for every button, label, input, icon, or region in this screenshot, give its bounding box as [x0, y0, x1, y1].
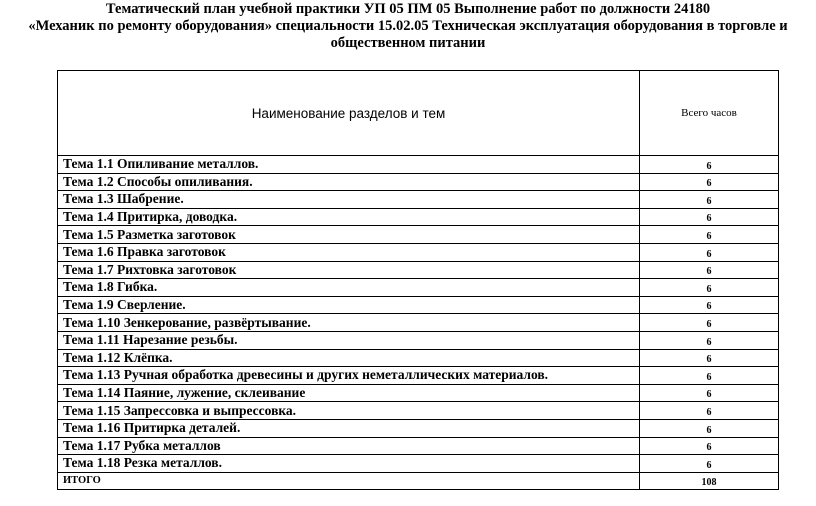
table-row [58, 314, 779, 332]
topic-name: Тема 1.15 Запрессовка и выпрессовка. [58, 402, 640, 420]
table-row [58, 173, 779, 191]
topic-name: Тема 1.8 Гибка. [58, 279, 640, 297]
topic-name: Тема 1.18 Резка металлов. [58, 455, 640, 473]
topic-name: Тема 1.7 Рихтовка заготовок [58, 261, 640, 279]
topic-hours: 6 [640, 208, 779, 226]
topic-hours: 6 [640, 226, 779, 244]
table-row [58, 349, 779, 367]
table-row [58, 419, 779, 437]
topic-name: Тема 1.2 Способы опиливания. [58, 173, 640, 191]
total-hours: 108 [640, 472, 779, 489]
topic-hours: 6 [640, 419, 779, 437]
topic-hours: 6 [640, 331, 779, 349]
table-row [58, 384, 779, 402]
table-row [58, 455, 779, 473]
title-line-1: Тематический план учебной практики УП 05 ПМ 05 Выполнение работ по должности 24180 [105, 1, 711, 17]
topic-name: Тема 1.6 Правка заготовок [58, 243, 640, 261]
table-row [58, 226, 779, 244]
thematic-plan-table [57, 70, 779, 490]
table-header-row [58, 71, 779, 156]
table-row [58, 367, 779, 385]
topic-name: Тема 1.14 Паяние, лужение, склеивание [58, 384, 640, 402]
topic-name: Тема 1.11 Нарезание резьбы. [58, 331, 640, 349]
table-body [58, 71, 779, 490]
topic-name: Тема 1.17 Рубка металлов [58, 437, 640, 455]
topic-hours: 6 [640, 191, 779, 209]
topic-hours: 6 [640, 279, 779, 297]
topic-name: Тема 1.13 Ручная обработка древесины и других неметаллических материалов. [58, 367, 640, 385]
topic-name: Тема 1.16 Притирка деталей. [58, 419, 640, 437]
topic-hours: 6 [640, 384, 779, 402]
table-row [58, 437, 779, 455]
topic-name: Тема 1.3 Шабрение. [58, 191, 640, 209]
table-row [58, 191, 779, 209]
topic-hours: 6 [640, 455, 779, 473]
header-total-hours: Всего часов [640, 71, 779, 156]
topic-name: Тема 1.4 Притирка, доводка. [58, 208, 640, 226]
topic-hours: 6 [640, 314, 779, 332]
table-row [58, 331, 779, 349]
topic-hours: 6 [640, 296, 779, 314]
title-line-3: общественном питании [330, 35, 486, 51]
table-row [58, 402, 779, 420]
topic-name: Тема 1.5 Разметка заготовок [58, 226, 640, 244]
total-label: ИТОГО [58, 472, 640, 489]
document-title [0, 1, 816, 52]
topic-name: Тема 1.1 Опиливание металлов. [58, 156, 640, 174]
header-topic-name: Наименование разделов и тем [58, 71, 640, 156]
title-line-2: «Механик по ремонту оборудования» специальности 15.02.05 Техническая эксплуатация оборудования в торговле и [28, 18, 788, 34]
topic-hours: 6 [640, 367, 779, 385]
topic-hours: 6 [640, 243, 779, 261]
table-row [58, 279, 779, 297]
table-row [58, 261, 779, 279]
table-row [58, 208, 779, 226]
topic-name: Тема 1.12 Клёпка. [58, 349, 640, 367]
total-row [58, 472, 779, 489]
topic-hours: 6 [640, 437, 779, 455]
table-row [58, 156, 779, 174]
topic-hours: 6 [640, 349, 779, 367]
topic-name: Тема 1.10 Зенкерование, развёртывание. [58, 314, 640, 332]
topic-hours: 6 [640, 261, 779, 279]
topic-name: Тема 1.9 Сверление. [58, 296, 640, 314]
topic-hours: 6 [640, 156, 779, 174]
table-row [58, 243, 779, 261]
table-row [58, 296, 779, 314]
topic-hours: 6 [640, 173, 779, 191]
topic-hours: 6 [640, 402, 779, 420]
